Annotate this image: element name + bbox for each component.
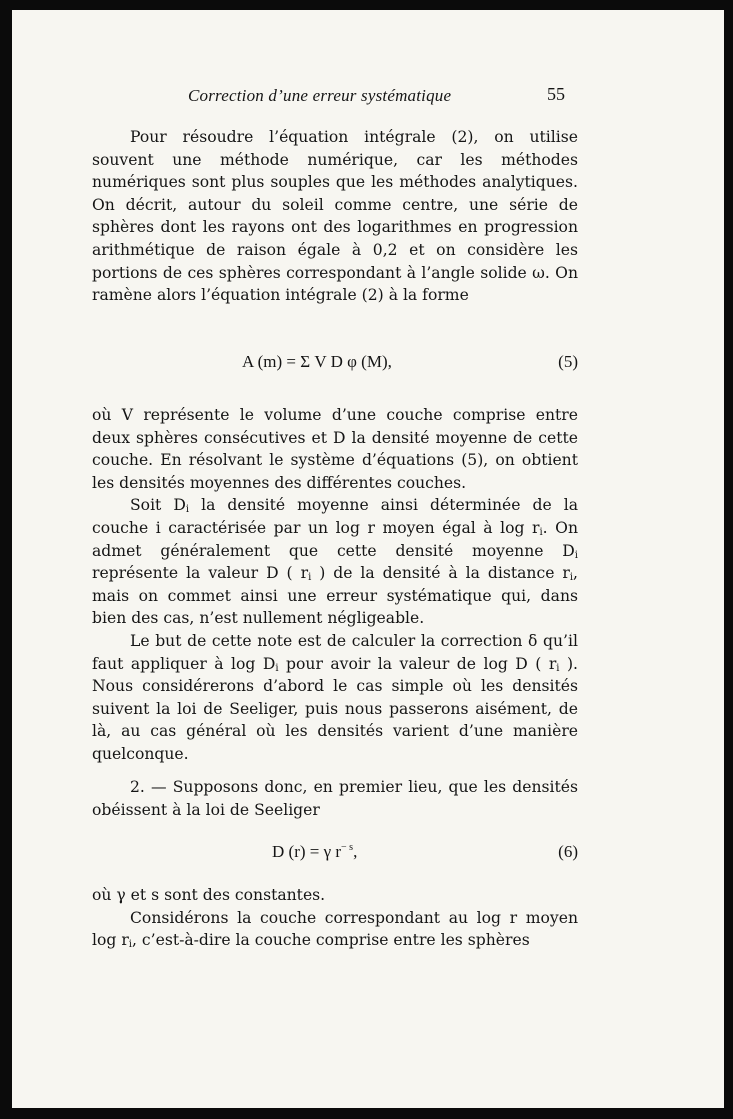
section-2-intro [92, 776, 578, 821]
equation-5 [92, 352, 578, 378]
page-number: 55 [547, 84, 565, 104]
paragraph-3: Soit $D_i$ la densité moyenne ainsi déterminée de la couche i caractérisée par un log r moyen égal à $\log r_i$. On admet généralement que cette densité moyenne $D_i$ représente la valeur D ( $r_i$ ) de la densité à la distance $r_i$, mais on commet ainsi une erreur systématique qui, dans bien des cas, n’est nullement négligeable. [92, 496, 579, 628]
equation-5-formula: A (m) = Σ V D φ (M), [242, 352, 392, 371]
text-block-3 [92, 884, 578, 952]
equation-5-number: (5) [558, 352, 578, 371]
paragraph-2: où V représente le volume d’une couche comprise entre deux sphères consécutives et D la densité moyenne de cette couche. En résolvant le système d’équations (5), on obtient les densités moyennes des différentes couches. [92, 406, 578, 492]
book-page [12, 10, 724, 1108]
paragraph-4: Le but de cette note est de calculer la correction δ qu’il faut appliquer à $\log D_i$ pour avoir la valeur de log D ( $r_i$ ). Nous considérerons d’abord le cas simple où les densités suivent la loi de Seeliger, puis nous passerons aisément, de là, au cas général où les densités varient d’une manière quelconque. [92, 631, 578, 763]
equation-6-number: (6) [558, 842, 578, 861]
paragraph-5: 2. — Supposons donc, en premier lieu, que les densités obéissent à la loi de Seeliger [92, 778, 578, 819]
text-block-2 [92, 404, 578, 766]
paragraph-7: Considérons la couche correspondant au log r moyen $\log r_i$, c’est-à-dire la couche comprise entre les sphères [92, 908, 578, 951]
paragraph-6: où γ et s sont des constantes. [92, 886, 326, 904]
running-header: Correction d’une erreur systématique [188, 86, 452, 105]
equation-6-formula: D (r) = γ $r^{- s}$, [272, 842, 358, 861]
paragraph-1 [92, 126, 578, 307]
paragraph-1-text: Pour résoudre l’équation intégrale (2), on utilise souvent une méthode numérique, car les méthodes numériques sont plus souples que les méthodes analytiques. On décrit, autour du soleil comme centre, une série de sphères dont les rayons ont des logarithmes en progression arithmétique de raison égale à 0,2 et on considère les portions de ces sphères correspondant à l’angle solide ω. On ramène alors l’équation intégrale (2) à la forme [92, 128, 578, 305]
equation-6 [92, 842, 578, 868]
